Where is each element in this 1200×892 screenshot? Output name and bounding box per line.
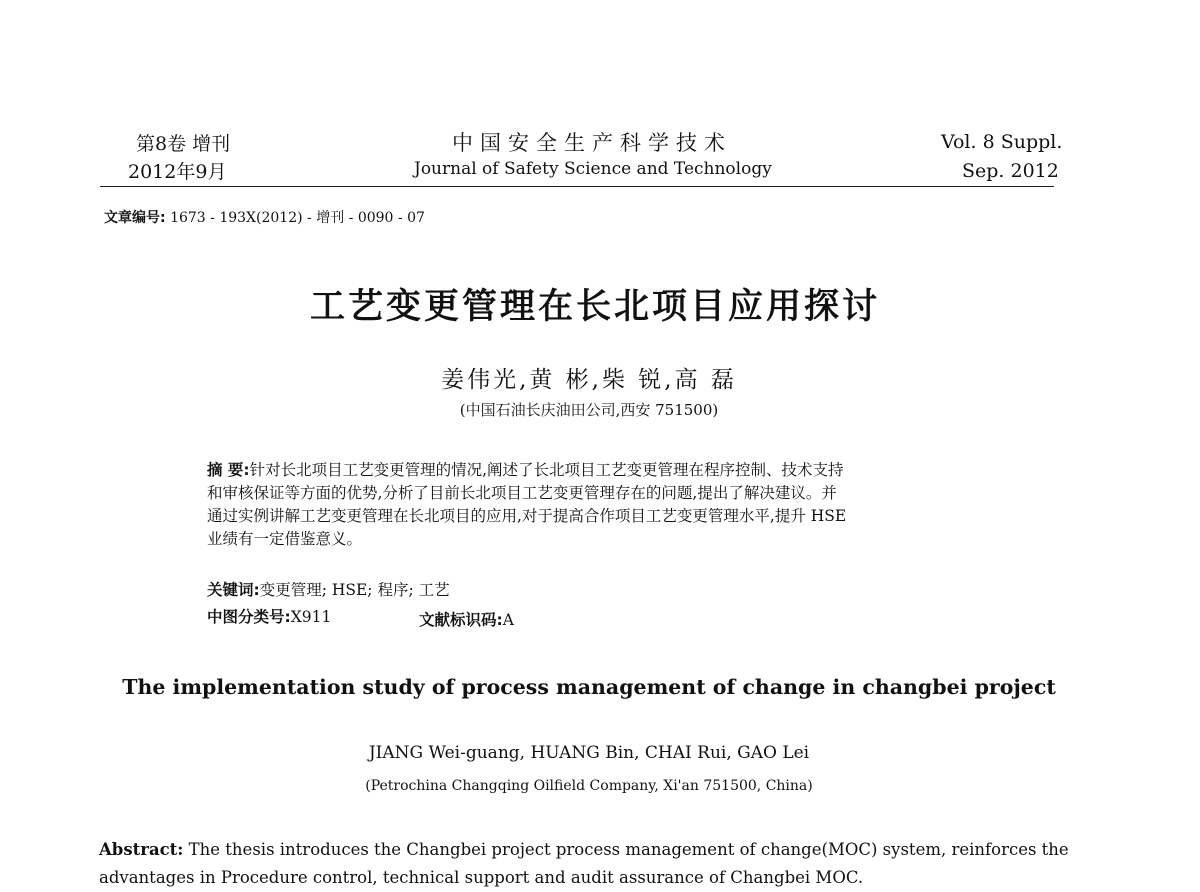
authors-en: JIANG Wei-guang, HUANG Bin, CHAI Rui, GAO Lei [368, 743, 810, 763]
document-code-cn [419, 609, 514, 632]
article-title-cn: 工艺变更管理在长北项目应用探讨 [309, 287, 880, 327]
abstract-en-text: The thesis introduces the Changbei project process management of change(MOC) system, reinforces the [188, 840, 1069, 859]
date-en: Sep. 2012 [962, 160, 1059, 182]
journal-title-cn: 中国安全生产科学技术 [452, 131, 732, 155]
keywords-cn-label: 关键词: [207, 581, 260, 599]
abstract-cn-label: 摘 要: [207, 461, 250, 479]
affiliation-cn: (中国石油长庆油田公司,西安 751500) [459, 401, 719, 419]
abstract-cn [207, 459, 846, 551]
abstract-en-line: advantages in Procedure control, technical support and audit assurance of Changbei MOC. [99, 868, 864, 887]
article-number [104, 207, 425, 227]
journal-title-en: Journal of Safety Science and Technology [414, 159, 772, 179]
volume-cn: 第8卷 增刊 [136, 133, 231, 155]
abstract-en [99, 836, 1069, 892]
abstract-cn-line [207, 459, 846, 482]
classification-cn [207, 606, 331, 629]
classification-cn-label: 中图分类号: [207, 608, 291, 626]
classification-cn-value: X911 [290, 608, 332, 626]
abstract-cn-line: 和审核保证等方面的优势,分析了目前长北项目工艺变更管理存在的问题,提出了解决建议。并 [207, 484, 837, 502]
document-code-cn-value: A [502, 611, 514, 629]
header-rule [100, 186, 1054, 187]
volume-en: Vol. 8 Suppl. [941, 131, 1063, 153]
keywords-cn-value: 变更管理; HSE; 程序; 工艺 [259, 581, 450, 599]
article-number-label: 文章编号: [104, 210, 166, 226]
abstract-en-line [99, 836, 1069, 864]
document-code-cn-label: 文献标识码: [419, 611, 503, 629]
keywords-cn [207, 579, 450, 602]
abstract-cn-line: 通过实例讲解工艺变更管理在长北项目的应用,对于提高合作项目工艺变更管理水平,提升 HSE [207, 507, 847, 525]
abstract-cn-line: 业绩有一定借鉴意义。 [207, 530, 363, 548]
authors-cn: 姜伟光,黄 彬,柴 锐,高 磊 [441, 367, 737, 393]
affiliation-en: (Petrochina Changqing Oilfield Company, Xi'an 751500, China) [365, 778, 813, 794]
abstract-cn-text: 针对长北项目工艺变更管理的情况,阐述了长北项目工艺变更管理在程序控制、技术支持 [249, 461, 844, 479]
article-number-value: 1673 - 193X(2012) - 增刊 - 0090 - 07 [170, 210, 425, 226]
abstract-en-label: Abstract: [99, 840, 184, 859]
article-title-en: The implementation study of process management of change in changbei project [122, 675, 1056, 699]
date-cn: 2012年9月 [128, 161, 227, 183]
